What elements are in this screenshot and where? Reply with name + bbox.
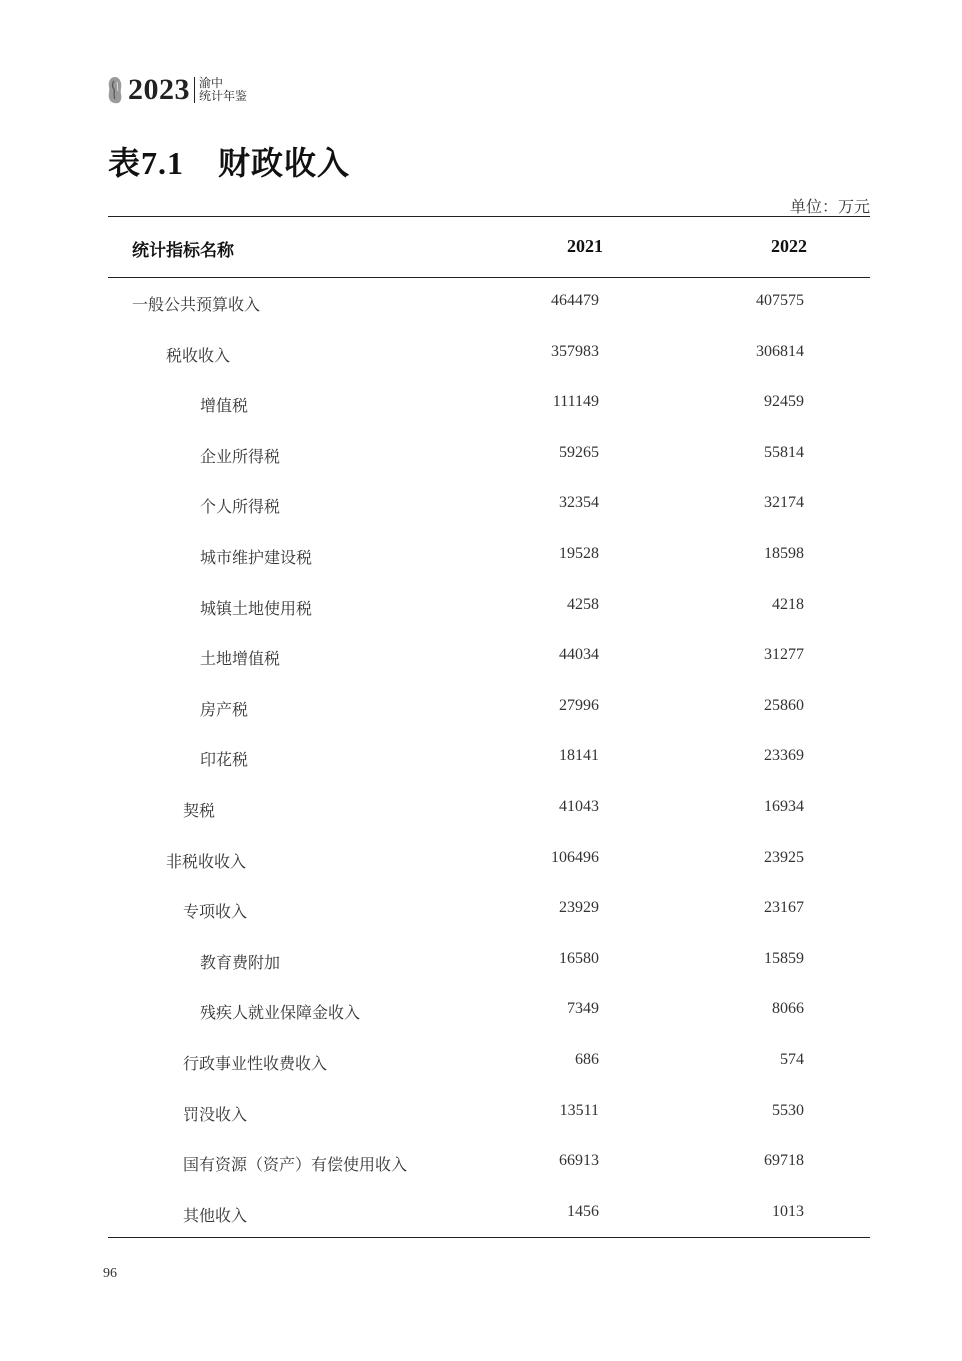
row-label: 城镇土地使用税 (200, 598, 313, 618)
value-2021: 41043 (559, 797, 599, 815)
column-header-2021: 2021 (567, 236, 603, 256)
value-2021: 464479 (551, 292, 599, 309)
value-2021: 44034 (559, 646, 599, 664)
row-label: 专项收入 (183, 902, 248, 922)
yearbook-logo-icon (106, 75, 124, 105)
value-2021: 111149 (552, 393, 599, 411)
table-row (0, 430, 962, 481)
brand-line-2: 统计年鉴 (199, 89, 248, 103)
row-label: 个人所得税 (200, 497, 281, 517)
table-bottom-rule (108, 1237, 870, 1238)
yearbook-brand (194, 77, 247, 103)
value-2022: 407575 (756, 292, 804, 309)
brand-line-1: 渝中 (199, 76, 224, 90)
value-2022: 574 (780, 1050, 804, 1068)
row-label: 罚没收入 (183, 1104, 248, 1124)
value-2022: 25860 (764, 696, 804, 714)
table-title-text: 财政收入 (218, 144, 351, 182)
table-row (0, 1189, 962, 1240)
value-2022: 55814 (764, 443, 804, 461)
value-2021: 16580 (559, 949, 599, 967)
value-2021: 19528 (559, 544, 599, 562)
row-label: 城市维护建设税 (200, 547, 313, 567)
value-2021: 4258 (567, 595, 599, 613)
value-2021: 106496 (551, 848, 599, 866)
row-label: 契税 (183, 800, 216, 820)
value-2022: 16934 (764, 797, 804, 815)
value-2022: 18598 (764, 544, 804, 562)
page-number: 96 (103, 1266, 117, 1281)
yearbook-header (106, 72, 247, 108)
row-label: 增值税 (200, 396, 249, 416)
table-row (0, 278, 962, 329)
row-label: 残疾人就业保障金收入 (200, 1003, 361, 1023)
table-row (0, 885, 962, 936)
table-top-rule (108, 216, 870, 217)
value-2022: 32174 (764, 494, 804, 512)
table-row (0, 733, 962, 784)
value-2021: 1456 (567, 1202, 599, 1220)
row-label: 其他收入 (183, 1205, 248, 1225)
value-2021: 18141 (559, 747, 599, 765)
value-2021: 13511 (559, 1101, 599, 1119)
value-2022: 8066 (772, 1000, 804, 1018)
table-row (0, 480, 962, 531)
row-label: 税收收入 (166, 345, 231, 365)
value-2022: 31277 (764, 646, 804, 664)
value-2022: 23167 (764, 899, 804, 917)
value-2021: 686 (575, 1050, 599, 1068)
table-row (0, 835, 962, 886)
table-row (0, 1138, 962, 1189)
value-2021: 27996 (559, 696, 599, 714)
value-2022: 69718 (764, 1152, 804, 1170)
table-row (0, 1037, 962, 1088)
table-row (0, 683, 962, 734)
table-title (108, 138, 350, 184)
table-row (0, 1088, 962, 1139)
row-label: 教育费附加 (200, 952, 281, 972)
table-number: 表7.1 (108, 145, 185, 181)
value-2022: 1013 (772, 1202, 804, 1220)
table-row (0, 329, 962, 380)
yearbook-year: 2023 (128, 73, 190, 106)
table-row (0, 531, 962, 582)
value-2021: 357983 (551, 342, 599, 360)
row-label: 一般公共预算收入 (132, 295, 261, 314)
value-2021: 23929 (559, 899, 599, 917)
table-row (0, 784, 962, 835)
value-2021: 7349 (567, 1000, 599, 1018)
row-label: 行政事业性收费收入 (183, 1053, 328, 1073)
column-header-name: 统计指标名称 (132, 241, 234, 261)
row-label: 企业所得税 (200, 446, 281, 466)
row-label: 国有资源（资产）有偿使用收入 (183, 1155, 408, 1175)
value-2022: 23925 (764, 848, 804, 866)
unit-label: 单位：万元 (789, 197, 870, 216)
row-label: 房产税 (200, 699, 249, 719)
value-2022: 4218 (772, 595, 804, 613)
value-2022: 92459 (764, 393, 804, 411)
table-row (0, 582, 962, 633)
table-row (0, 379, 962, 430)
table-row (0, 632, 962, 683)
value-2021: 59265 (559, 443, 599, 461)
value-2022: 15859 (764, 949, 804, 967)
value-2022: 5530 (772, 1101, 804, 1119)
row-label: 土地增值税 (200, 649, 281, 669)
row-label: 非税收收入 (166, 851, 247, 871)
table-body (0, 278, 962, 1239)
value-2022: 23369 (764, 747, 804, 765)
table-row (0, 936, 962, 987)
column-header-2022: 2022 (771, 236, 807, 256)
table-row (0, 986, 962, 1037)
value-2022: 306814 (756, 342, 804, 360)
value-2021: 32354 (559, 494, 599, 512)
value-2021: 66913 (559, 1152, 599, 1170)
row-label: 印花税 (200, 750, 249, 770)
